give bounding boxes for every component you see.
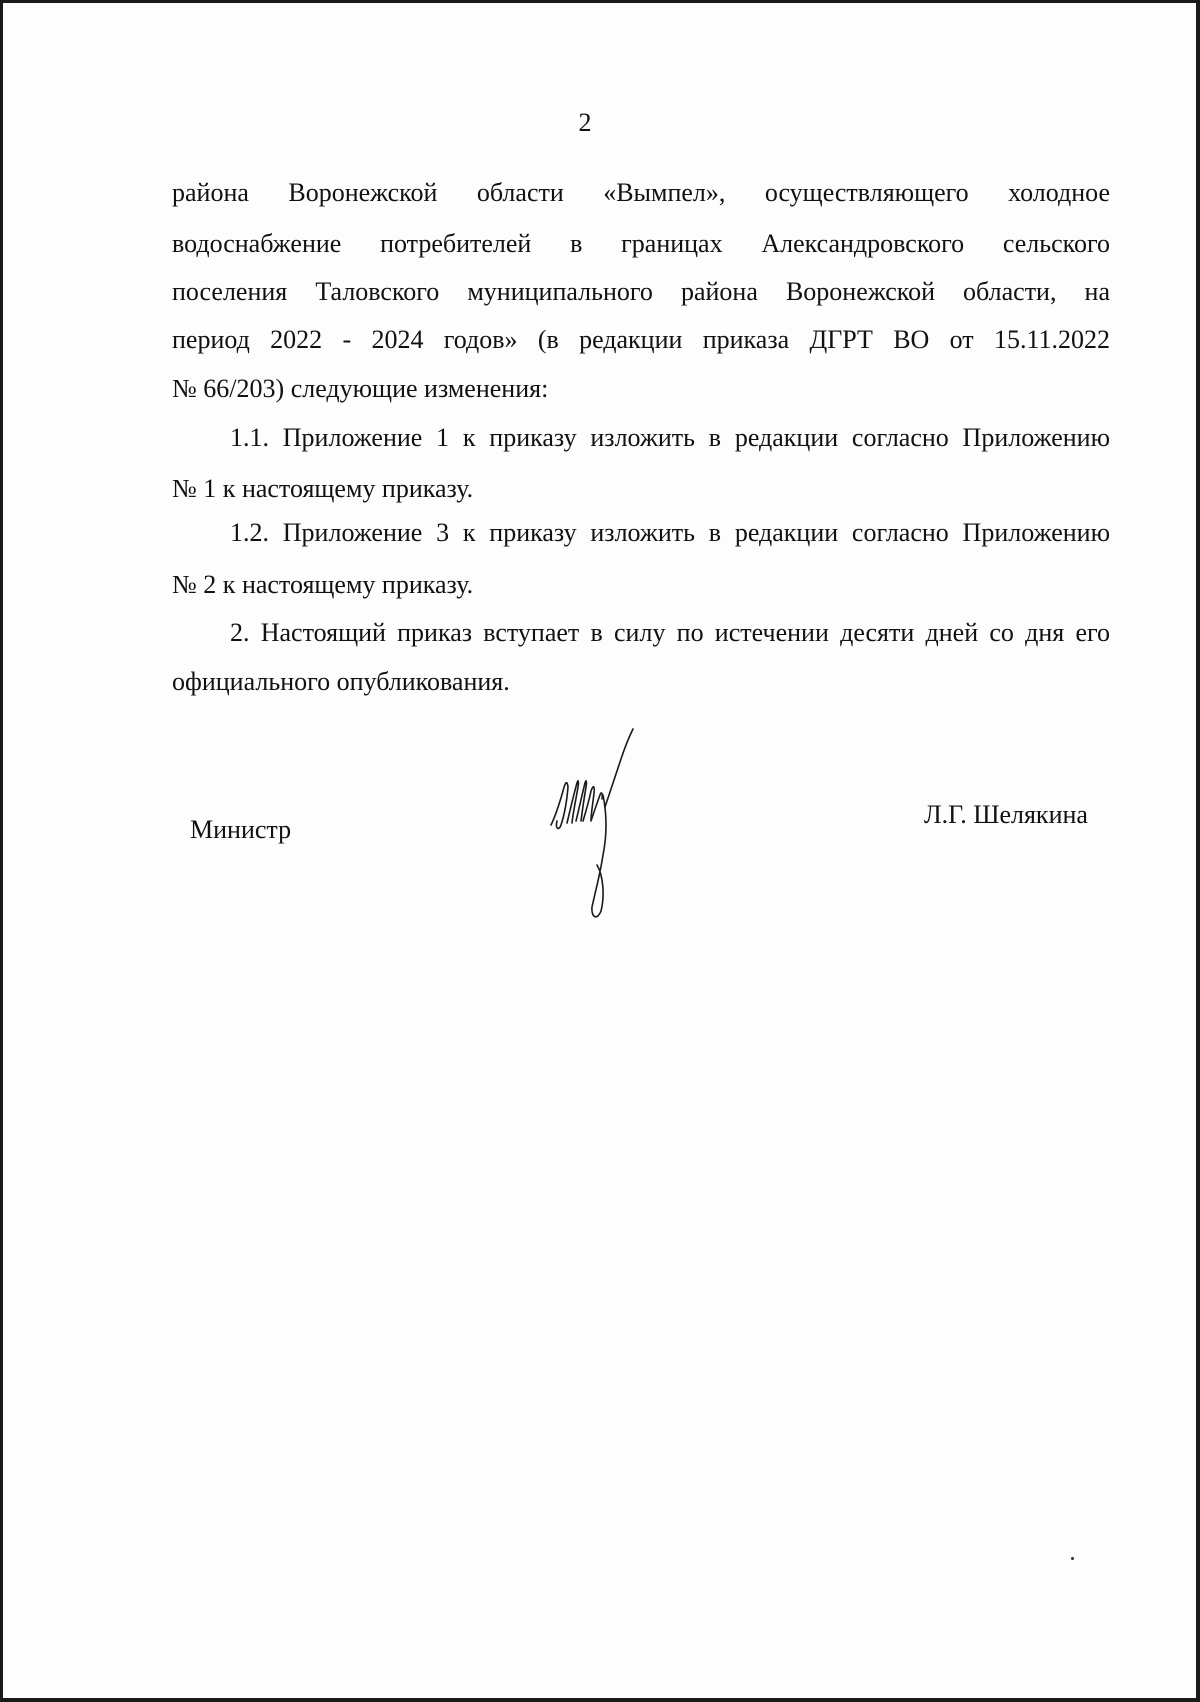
- body-line: поселения Таловского муниципального района Воронежской области, на: [172, 277, 1110, 306]
- body-line: 1.2. Приложение 3 к приказу изложить в редакции согласно Приложению: [230, 518, 1110, 547]
- body-line: № 2 к настоящему приказу.: [172, 570, 474, 599]
- scan-speck: [1071, 1557, 1074, 1560]
- body-line: района Воронежской области «Вымпел», осуществляющего холодное: [172, 178, 1110, 207]
- handwritten-signature: [545, 725, 655, 925]
- body-line: 1.1. Приложение 1 к приказу изложить в редакции согласно Приложению: [230, 423, 1110, 452]
- body-line: период 2022 - 2024 годов» (в редакции приказа ДГРТ ВО от 15.11.2022: [172, 325, 1110, 354]
- scan-edge-left: [0, 0, 3, 1702]
- signatory-position: Министр: [190, 815, 292, 844]
- signatory-name: Л.Г. Шелякина: [924, 800, 1088, 829]
- body-line: № 1 к настоящему приказу.: [172, 474, 474, 503]
- body-line: официального опубликования.: [172, 667, 510, 696]
- body-line: № 66/203) следующие изменения:: [172, 374, 549, 403]
- scan-edge-bottom: [0, 1698, 1200, 1702]
- scan-edge-right: [1196, 0, 1200, 1702]
- body-line: водоснабжение потребителей в границах Александровского сельского: [172, 229, 1110, 258]
- scan-edge-top: [0, 0, 1200, 3]
- page-number: 2: [578, 108, 592, 137]
- body-line: 2. Настоящий приказ вступает в силу по истечении десяти дней со дня его: [230, 618, 1110, 647]
